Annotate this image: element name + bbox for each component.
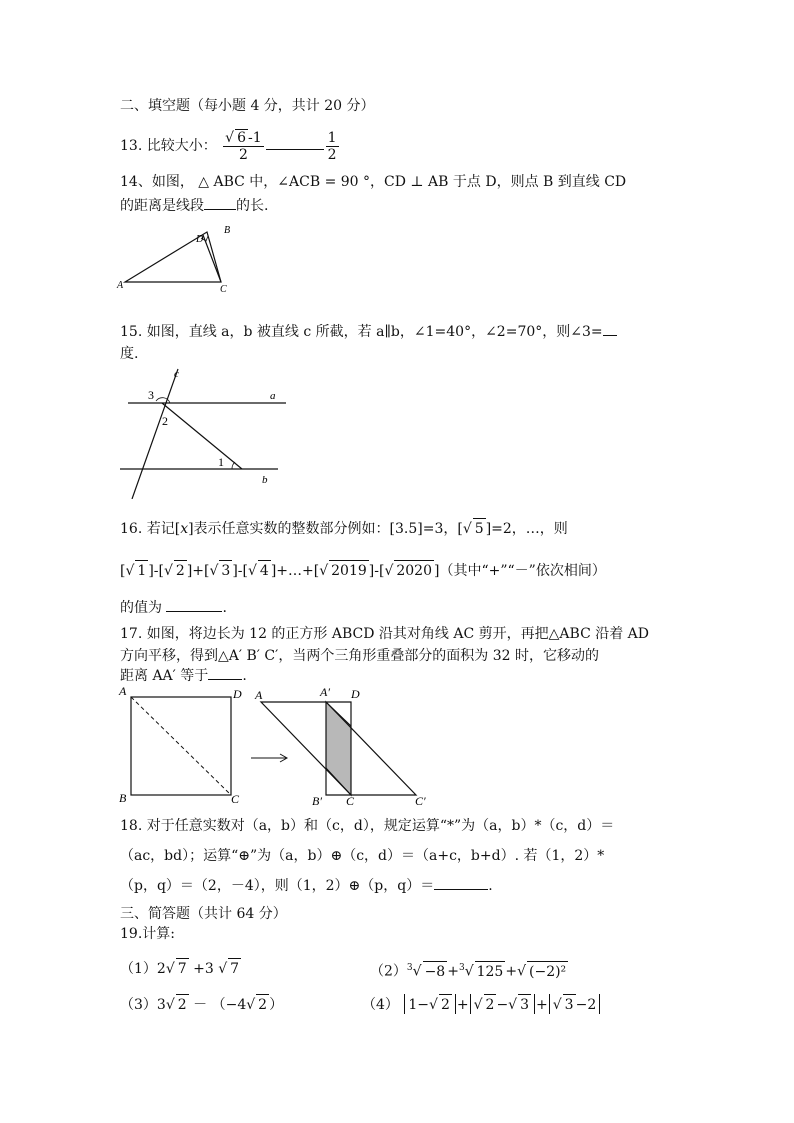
q16-line1: 16. 若记[x]表示任意实数的整数部分例如：[3.5]=3，[√ 5 ]=2，…，则: [120, 518, 568, 539]
q13-answer-blank[interactable]: [266, 149, 324, 150]
svg-text:B′: B′: [312, 794, 322, 808]
q15-line1: 15. 如图，直线 a，b 被直线 c 所截，若 a∥b，∠1=40°，∠2=70°，则∠3=: [120, 322, 617, 342]
q19-part2: $(2)^3√ -8 +^3√$ 125 +√ (−2)²: [370, 958, 568, 982]
section2-heading: 二、填空题（每小题 4 分，共计 20 分）: [120, 98, 375, 114]
svg-text:A: A: [119, 684, 127, 698]
q14-triangle-figure: [115, 222, 240, 294]
q13-left-fraction: $\frac{√ 6 -1}{2}$: [225, 130, 262, 163]
svg-text:D: D: [196, 234, 204, 245]
svg-text:3: 3: [148, 388, 154, 402]
q18-line2: （ac，bd）；运算“⊕”为（a，b）⊕（c，d）＝（a+c，b+d）. 若（1，2）*: [120, 848, 605, 864]
svg-text:D: D: [233, 687, 242, 701]
svg-text:1: 1: [218, 455, 224, 469]
q13: [120, 128, 341, 164]
q19-title: 19.计算:: [120, 926, 175, 942]
svg-text:A: A: [117, 280, 124, 291]
q17-line2: 方向平移，得到△A′ B′ C′，当两个三角形重叠部分的面积为 32 时，它移动的: [120, 648, 600, 664]
svg-text:C: C: [220, 284, 227, 294]
q17-line3: 距离 AA′ 等于 .: [120, 668, 247, 684]
q19-part4: （4） 1−√ 2 + √ 2 −√ 3 + √ 3 −2: [362, 994, 601, 1015]
q15-answer-blank[interactable]: [603, 335, 617, 336]
svg-text:A′: A′: [320, 685, 330, 699]
svg-text:B: B: [224, 225, 231, 236]
q16-answer-blank[interactable]: [166, 611, 222, 612]
svg-text:C′: C′: [415, 794, 426, 808]
q18-answer-blank[interactable]: [434, 889, 488, 890]
q14-answer-blank[interactable]: [204, 209, 236, 210]
q13-prefix: 13. 比较大小：: [120, 138, 217, 154]
svg-text:C: C: [231, 792, 240, 806]
q18-line1: 18. 对于任意实数对（a，b）和（c，d），规定运算“*”为（a，b）*（c，d）＝: [120, 818, 615, 834]
q14-line1: 14、如图， △ ABC 中，∠ACB = 90 °，CD ⊥ AB 于点 D，则点 B 到直线 CD: [120, 174, 627, 190]
section3-heading: 三、简答题（共计 64 分）: [120, 906, 287, 922]
svg-text:B: B: [119, 791, 127, 805]
svg-text:a: a: [270, 390, 276, 402]
q19-part3: （3）3√ 2 － （−4√ 2 ）: [120, 994, 283, 1015]
svg-text:2: 2: [162, 414, 168, 428]
q15-parallel-lines-figure: [118, 365, 288, 499]
svg-text:C: C: [346, 794, 355, 808]
q17-answer-blank[interactable]: [208, 679, 242, 680]
q18-line3: （p，q）＝（2，－4），则（1，2）⊕（p，q）＝ .: [120, 878, 493, 894]
q17-line1: 17. 如图，将边长为 12 的正方形 ABCD 沿其对角线 AC 剪开，再把△ABC 沿着 AD: [120, 626, 650, 642]
q13-right-fraction: $\frac{1}{2}$: [327, 129, 337, 163]
q16-line3: 的值为 .: [120, 600, 227, 616]
q15-line2: 度.: [120, 346, 139, 362]
q14-line2: 的距离是线段 的长.: [120, 198, 269, 214]
svg-text:A: A: [255, 688, 263, 702]
svg-text:D: D: [351, 687, 360, 701]
svg-text:b: b: [262, 474, 268, 486]
svg-text:c: c: [174, 368, 179, 380]
q17-square-figure: [115, 684, 435, 808]
q16-expression: [√ 1 ]-[√ 2 ]+[√ 3 ]-[√ 4 ]+…+[√ 2019 ]-[√ 2020 ]（其中“+”“－”依次相间）: [120, 560, 606, 581]
q19-part1: （1）2√ 7 +3 √ 7: [120, 958, 241, 979]
